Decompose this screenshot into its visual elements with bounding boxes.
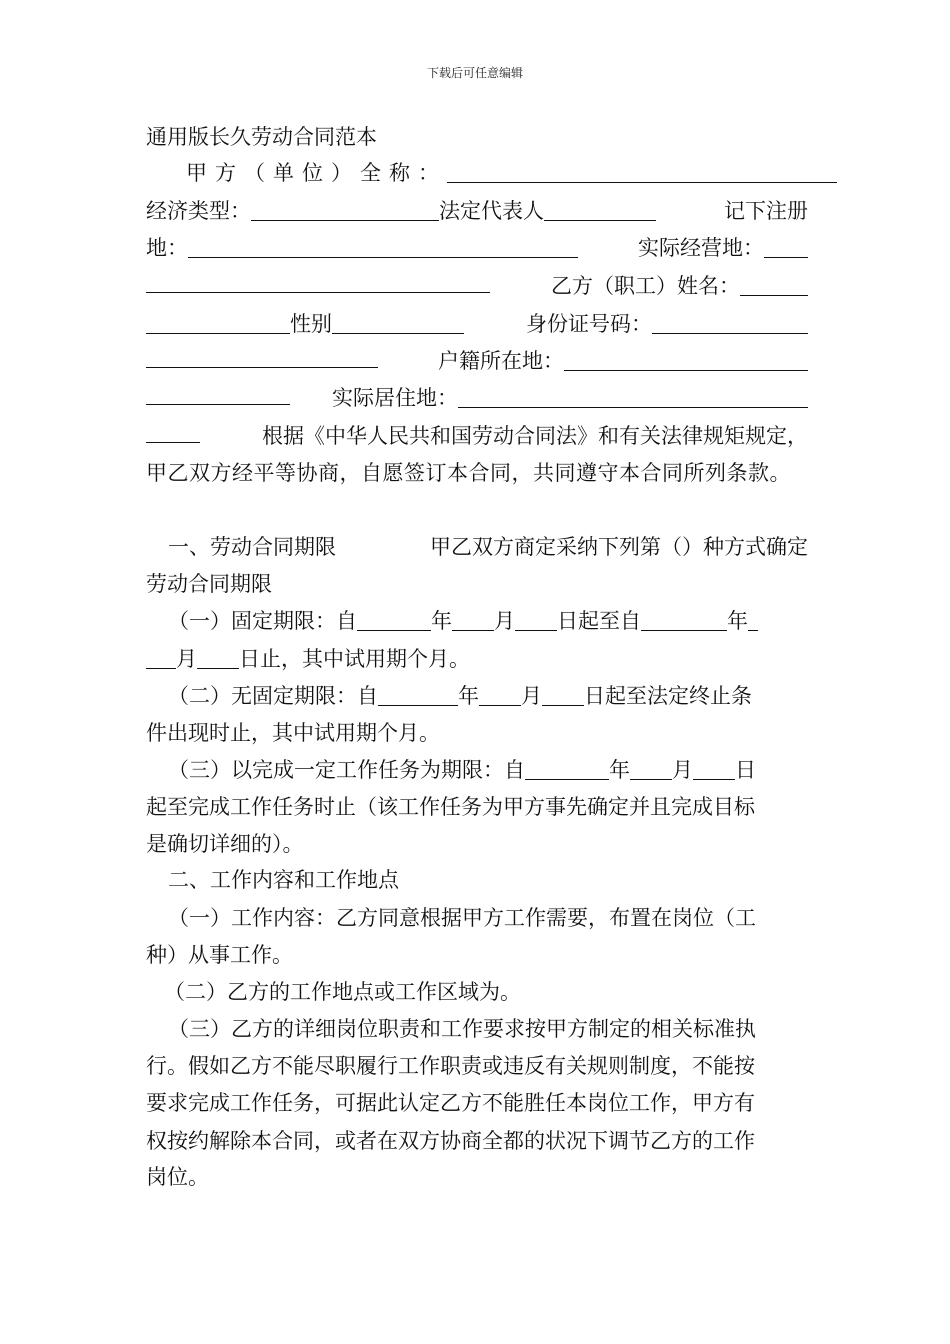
- page-header: 下载后可任意编辑: [426, 66, 523, 80]
- work-content-line-1: （一）工作内容：乙方同意根据甲方工作需要，布置在岗位（工: [168, 906, 756, 930]
- fixed-term-line-2: [146, 645, 808, 673]
- economy-type-line: [146, 197, 808, 225]
- hukou-line: [146, 347, 808, 375]
- year-label: 年: [727, 609, 748, 633]
- document-title: 通用版长久劳动合同范本: [146, 125, 377, 149]
- open-term-line-1: [168, 682, 808, 710]
- section1-intro-1: 甲乙双方商定采纳下列第（）种方式确定: [430, 535, 808, 559]
- duties-line-1: （三）乙方的详细岗位职责和工作要求按甲方制定的相关标准执: [168, 1017, 756, 1041]
- party-a-name-line: [186, 159, 808, 187]
- reg-addr-field: [146, 234, 578, 262]
- party-a-name-label: 甲方（单位）全称：: [186, 161, 447, 185]
- residence-line: [146, 384, 808, 412]
- blank-field[interactable]: [748, 610, 758, 631]
- party-b-name-label: 乙方（职工）姓名：: [551, 274, 740, 298]
- year-label: 年: [609, 758, 630, 782]
- section2-heading: 二、工作内容和工作地点: [168, 868, 399, 892]
- blank-field[interactable]: [146, 313, 290, 334]
- legal-rep-label: 法定代表人: [439, 199, 544, 223]
- reg-addr-label-1: 记下注册: [724, 199, 808, 223]
- month-label: 月: [521, 684, 542, 708]
- section1-heading-line: [168, 533, 808, 561]
- blank-field[interactable]: [652, 313, 808, 334]
- residence-label: 实际居住地：: [332, 386, 458, 410]
- blank-field[interactable]: [479, 685, 521, 706]
- blank-field[interactable]: [693, 759, 735, 780]
- blank-field[interactable]: [251, 200, 439, 221]
- blank-field[interactable]: [544, 200, 656, 221]
- economy-type-field: [146, 197, 656, 225]
- blank-field[interactable]: [641, 610, 727, 631]
- blank-field[interactable]: [515, 610, 557, 631]
- preamble-line-1: [146, 422, 808, 450]
- preamble-text-1: 根据《中华人民共和国劳动合同法》和有关法律规矩规定，: [262, 424, 808, 448]
- residence-field: [332, 384, 808, 412]
- duties-line-4: 权按约解除本合同，或者在双方协商全都的状况下调节乙方的工作: [146, 1129, 755, 1153]
- day-to-label: 日起至自: [557, 609, 641, 633]
- reg-addr-label-2: 地：: [146, 236, 188, 260]
- hukou-field: [438, 347, 808, 375]
- blank-field[interactable]: [146, 272, 490, 293]
- fixed-term-label: （一）固定期限：自: [168, 609, 357, 633]
- blank-field[interactable]: [447, 162, 837, 183]
- month-label: 月: [672, 758, 693, 782]
- duties-line-2: 行。假如乙方不能尽职履行工作职责或违反有关规则制度，不能按: [146, 1054, 755, 1078]
- task-term-line-2: 起至完成工作任务时止（该工作任务为甲方事先确定并且完成目标: [146, 795, 755, 819]
- id-field: [526, 310, 808, 338]
- open-term-until: 日起至法定终止条: [584, 684, 752, 708]
- hukou-label: 户籍所在地：: [438, 349, 564, 373]
- open-term-label: （二）无固定期限：自: [168, 684, 378, 708]
- blank-field[interactable]: [146, 422, 200, 443]
- blank-field[interactable]: [357, 610, 431, 631]
- preamble-line-2: 甲乙双方经平等协商，自愿签订本合同，共同遵守本合同所列条款。: [146, 461, 791, 485]
- party-b-name-field: [551, 272, 808, 300]
- blank-field[interactable]: [146, 347, 378, 368]
- blank-field[interactable]: [146, 648, 176, 669]
- month-label: 月: [494, 609, 515, 633]
- blank-field[interactable]: [197, 648, 239, 669]
- blank-field[interactable]: [542, 685, 584, 706]
- blank-field[interactable]: [378, 685, 458, 706]
- duties-line-5: 岗位。: [146, 1165, 209, 1189]
- work-content-line-2: 种）从事工作。: [146, 943, 293, 967]
- blank-field[interactable]: [564, 350, 808, 371]
- year-label: 年: [458, 684, 479, 708]
- section1-intro-2: 劳动合同期限: [146, 572, 272, 596]
- party-b-name-line: [146, 272, 808, 300]
- actual-addr-label: 实际经营地：: [638, 236, 764, 260]
- blank-field[interactable]: [525, 759, 609, 780]
- blank-field[interactable]: [452, 610, 494, 631]
- blank-field[interactable]: [146, 384, 290, 405]
- economy-type-label: 经济类型：: [146, 199, 251, 223]
- year-label: 年: [431, 609, 452, 633]
- gender-field: [146, 310, 464, 338]
- day-label: 日: [735, 758, 756, 782]
- blank-field[interactable]: [740, 275, 808, 296]
- fixed-term-line-1: [168, 607, 808, 635]
- task-term-line-1: [168, 756, 808, 784]
- task-term-label: （三）以完成一定工作任务为期限：自: [168, 758, 525, 782]
- actual-addr-field: [638, 234, 808, 262]
- gender-id-line: [146, 310, 808, 338]
- reg-addr-line: [146, 234, 808, 262]
- blank-field[interactable]: [188, 237, 578, 258]
- blank-field[interactable]: [332, 313, 464, 334]
- duties-line-3: 要求完成工作任务，可据此认定乙方不能胜任本岗位工作，甲方有: [146, 1091, 755, 1115]
- task-term-line-3: 是确切详细的）。: [146, 832, 304, 856]
- gender-label: 性别: [290, 312, 332, 336]
- blank-field[interactable]: [630, 759, 672, 780]
- id-label: 身份证号码：: [526, 312, 652, 336]
- blank-field[interactable]: [764, 237, 808, 258]
- blank-field[interactable]: [458, 387, 808, 408]
- month-label: 月: [176, 647, 197, 671]
- work-location-line: （二）乙方的工作地点或工作区域为。: [164, 980, 521, 1004]
- open-term-line-2: 件出现时止，其中试用期个月。: [146, 721, 440, 745]
- section1-heading: 一、劳动合同期限: [168, 535, 336, 559]
- fixed-term-end: 日止，其中试用期个月。: [239, 647, 470, 671]
